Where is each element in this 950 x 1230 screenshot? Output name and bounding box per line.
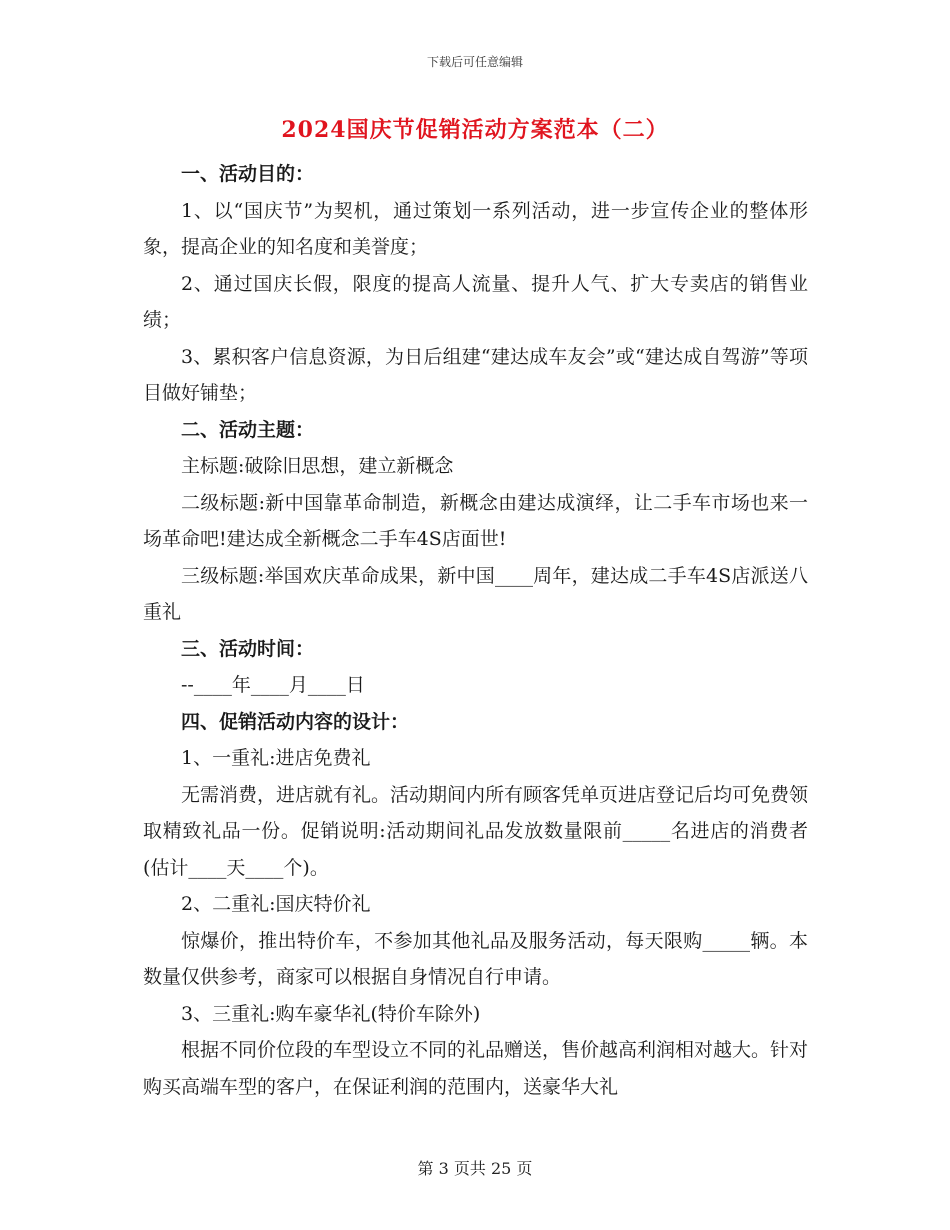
body-paragraph: 3、三重礼:购车豪华礼(特价车除外)	[181, 1002, 481, 1025]
body-paragraph: 3、累积客户信息资源，为日后组建“建达成车友会”或“建达成自驾游”等项目做好铺垫；	[143, 345, 808, 404]
body-paragraph: 惊爆价，推出特价车，不参加其他礼品及服务活动，每天限购_____辆。本数量仅供参考，商家可以根据自身情况自行申请。	[143, 929, 808, 988]
body-paragraph: 2、通过国庆长假，限度的提高人流量、提升人气、扩大专卖店的销售业绩；	[143, 272, 808, 331]
section-heading-content-design: 四、促销活动内容的设计：	[181, 710, 410, 733]
document-title: 2024国庆节促销活动方案范本（二）	[281, 117, 669, 143]
body-paragraph: 二级标题:新中国靠革命制造，新概念由建达成演绎，让二手车市场也来一场革命吧!建达成全新概念二手车4S店面世!	[143, 491, 808, 550]
body-paragraph: 2、二重礼:国庆特价礼	[181, 893, 371, 915]
body-paragraph: 根据不同价位段的车型设立不同的礼品赠送，售价越高利润相对越大。针对购买高端车型的客户，在保证利润的范围内，送豪华大礼	[143, 1039, 809, 1098]
body-paragraph: 主标题:破除旧思想，建立新概念	[181, 455, 454, 477]
section-heading-purpose: 一、活动目的：	[181, 163, 315, 185]
header-note: 下载后可任意编辑	[426, 55, 523, 69]
body-paragraph: 三级标题:举国欢庆革命成果，新中国____周年，建达成二手车4S店派送八重礼	[143, 564, 808, 623]
body-paragraph: --____年____月____日	[181, 674, 365, 696]
body-paragraph: 1、以“国庆节”为契机，通过策划一系列活动，进一步宣传企业的整体形象，提高企业的知名度和美誉度；	[143, 199, 808, 258]
body-paragraph: 1、一重礼:进店免费礼	[181, 747, 371, 769]
page-number: 第 3 页共 25 页	[417, 1159, 533, 1178]
section-heading-time: 三、活动时间：	[181, 637, 315, 660]
document-body	[143, 156, 808, 1105]
section-heading-theme: 二、活动主题：	[181, 418, 315, 441]
body-paragraph: 无需消费，进店就有礼。活动期间内所有顾客凭单页进店登记后均可免费领取精致礼品一份。促销说明:活动期间礼品发放数量限前_____名进店的消费者(估计____天____个)。	[143, 783, 809, 879]
